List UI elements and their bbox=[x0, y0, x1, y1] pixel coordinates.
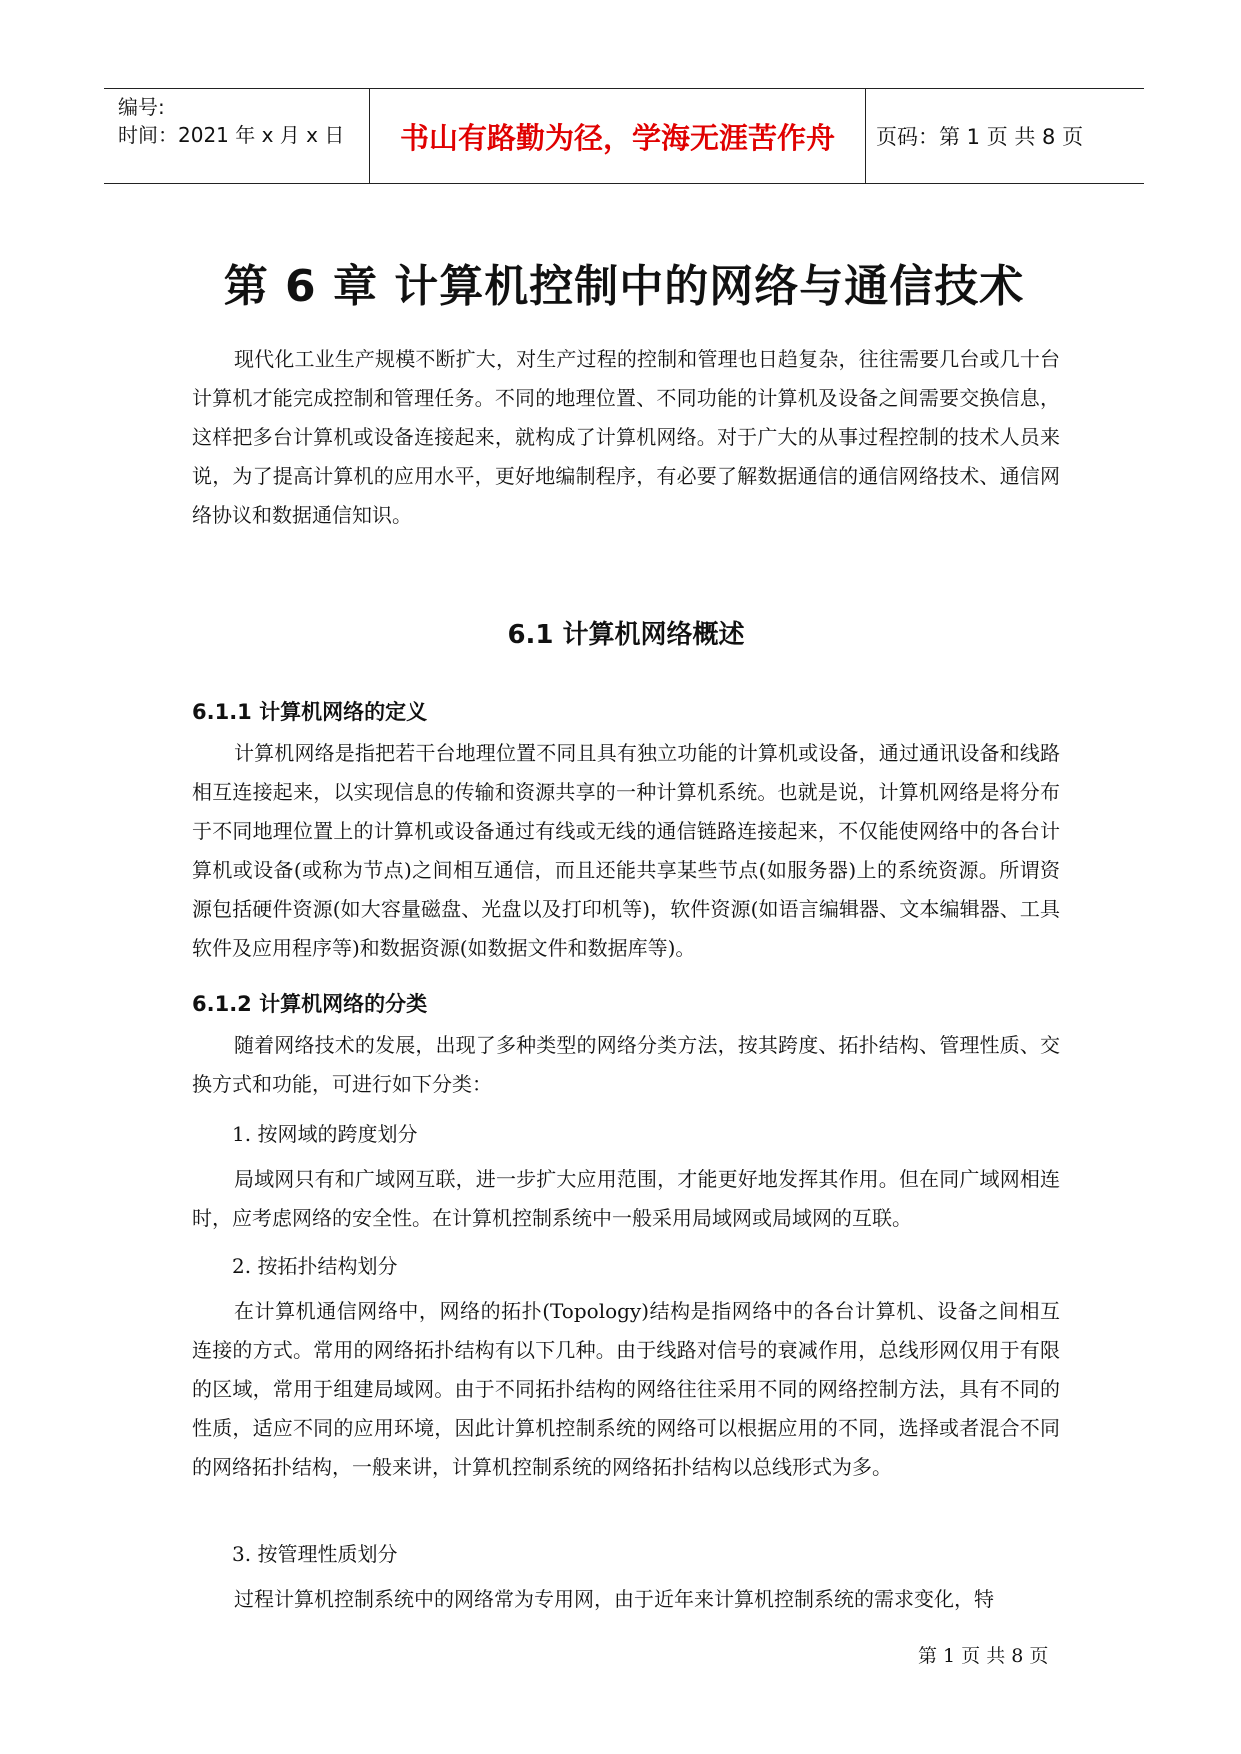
number-label: 编号: bbox=[118, 95, 165, 119]
motto: 书山有路勤为径，学海无涯苦作舟 bbox=[369, 89, 866, 183]
list-item-1-label: 1. 按网域的跨度划分 bbox=[232, 1122, 418, 1146]
subsection-title-1: 6.1.1 计算机网络的定义 bbox=[192, 700, 428, 724]
subsection-title-2: 6.1.2 计算机网络的分类 bbox=[192, 992, 428, 1016]
header-table bbox=[104, 88, 1144, 184]
list-item-3-text: 过程计算机控制系统中的网络常为专用网，由于近年来计算机控制系统的需求变化，特 bbox=[234, 1587, 994, 1611]
list-item-3-block bbox=[192, 1580, 1060, 1619]
list-item-2-label: 2. 按拓扑结构划分 bbox=[232, 1254, 398, 1278]
definition-paragraph: 计算机网络是指把若干台地理位置不同且具有独立功能的计算机或设备，通过通讯设备和线路相互连接起来，以实现信息的传输和资源共享的一种计算机系统。也就是说，计算机网络是将分布于不同地理位置上的计算机或设备通过有线或无线的通信链路连接起来，不仅能使网络中的各台计算机或设备(或称为节点)之间相互通信，而且还能共享某些节点(如服务器)上的系统资源。所谓资源包括硬件资源(如大容量磁盘、光盘以及打印机等)，软件资源(如语言编辑器、文本编辑器、工具软件及应用程序等)和数据资源(如数据文件和数据库等)。 bbox=[192, 741, 1060, 960]
list-item-2-block bbox=[192, 1292, 1060, 1487]
classification-intro: 随着网络技术的发展，出现了多种类型的网络分类方法，按其跨度、拓扑结构、管理性质、交换方式和功能，可进行如下分类： bbox=[192, 1033, 1060, 1096]
page-footer: 第 1 页 共 8 页 bbox=[918, 1645, 1049, 1667]
header-meta bbox=[118, 93, 358, 149]
list-item-1-block bbox=[192, 1160, 1060, 1238]
section-title: 6.1 计算机网络概述 bbox=[507, 620, 745, 650]
subsection-1-block bbox=[192, 734, 1060, 968]
list-item-2-text: 在计算机通信网络中，网络的拓扑(Topology)结构是指网络中的各台计算机、设备之间相互连接的方式。常用的网络拓扑结构有以下几种。由于线路对信号的衰减作用，总线形网仅用于有限的区域，常用于组建局域网。由于不同拓扑结构的网络往往采用不同的网络控制方法，具有不同的性质，适应不同的应用环境，因此计算机控制系统的网络可以根据应用的不同，选择或者混合不同的网络拓扑结构，一般来讲，计算机控制系统的网络拓扑结构以总线形式为多。 bbox=[192, 1299, 1060, 1479]
chapter-title: 第 6 章 计算机控制中的网络与通信技术 bbox=[223, 261, 1025, 312]
intro-block bbox=[192, 340, 1060, 535]
time-label: 时间：2021 年 x 月 x 日 bbox=[118, 123, 345, 147]
page-code: 页码：第 1 页 共 8 页 bbox=[876, 125, 1084, 149]
classification-intro-block bbox=[192, 1026, 1060, 1104]
intro-paragraph: 现代化工业生产规模不断扩大，对生产过程的控制和管理也日趋复杂，往往需要几台或几十台计算机才能完成控制和管理任务。不同的地理位置、不同功能的计算机及设备之间需要交换信息，这样把多台计算机或设备连接起来，就构成了计算机网络。对于广大的从事过程控制的技术人员来说，为了提高计算机的应用水平，更好地编制程序，有必要了解数据通信的通信网络技术、通信网络协议和数据通信知识。 bbox=[192, 347, 1060, 527]
list-item-1-text: 局域网只有和广域网互联，进一步扩大应用范围，才能更好地发挥其作用。但在同广域网相连时，应考虑网络的安全性。在计算机控制系统中一般采用局域网或局域网的互联。 bbox=[192, 1167, 1060, 1230]
list-item-3-label: 3. 按管理性质划分 bbox=[232, 1542, 398, 1566]
